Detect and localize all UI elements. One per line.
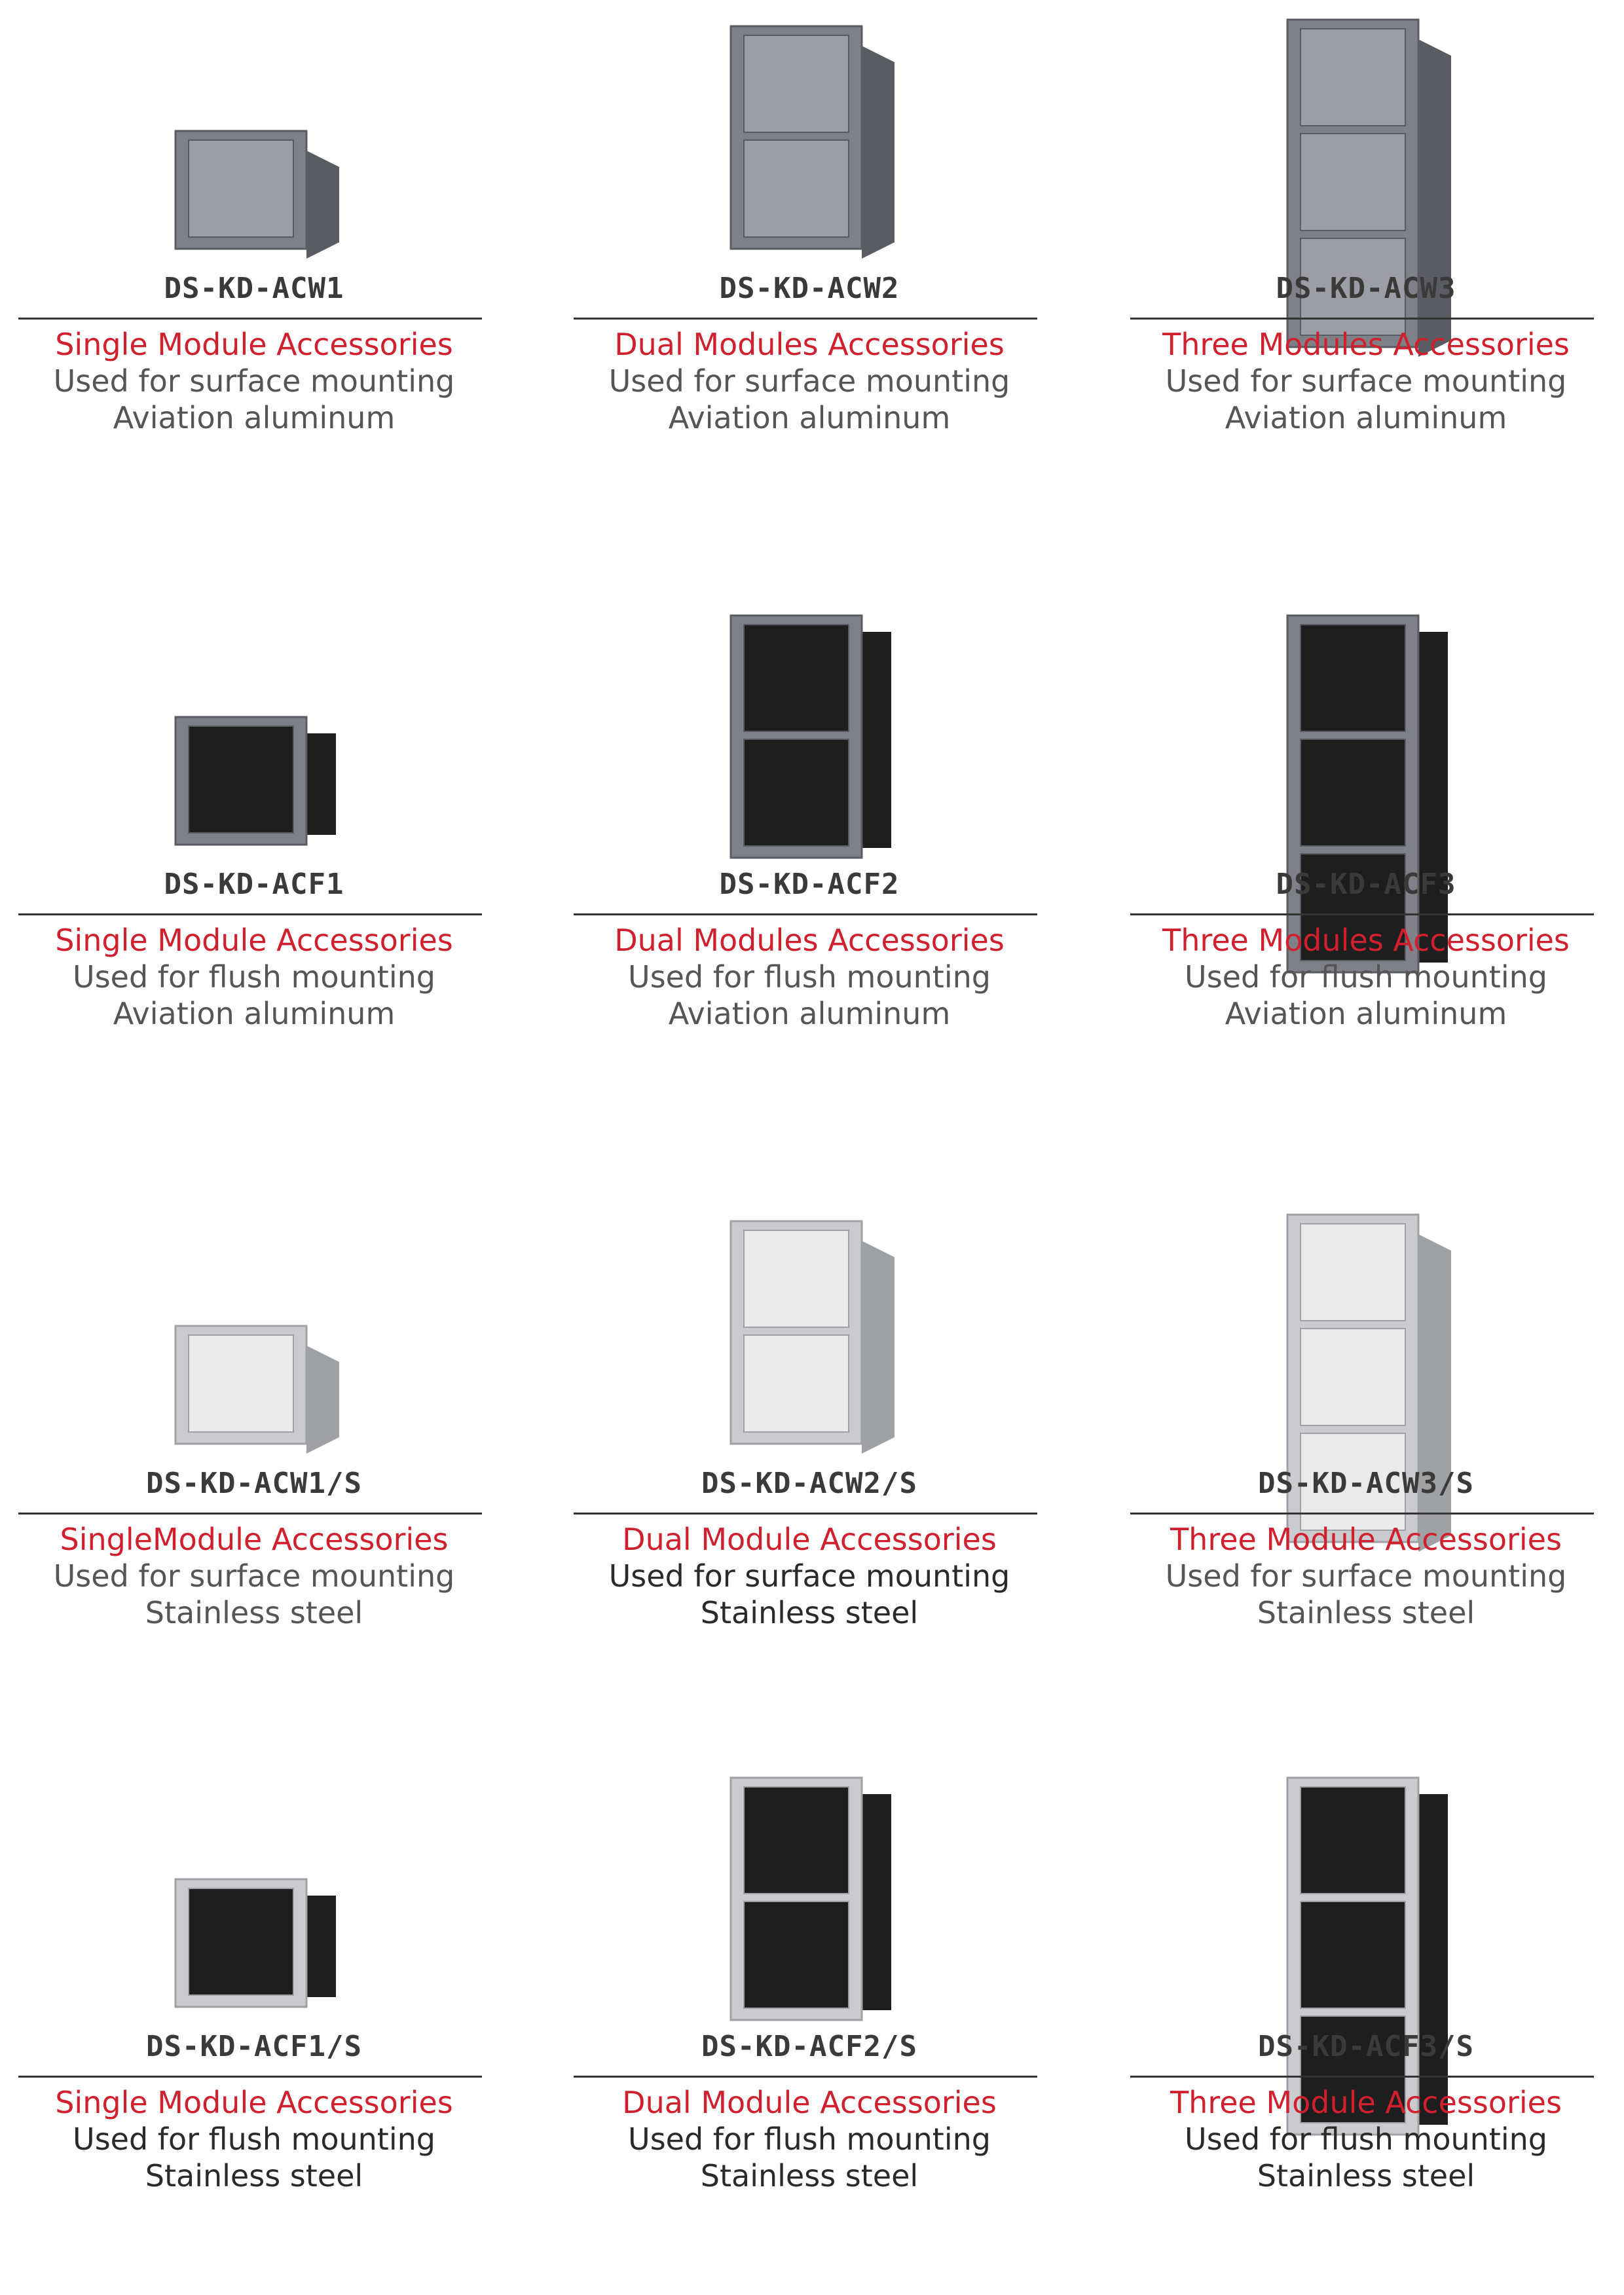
product-image xyxy=(574,609,1045,864)
material: Aviation aluminum xyxy=(668,996,951,1031)
divider xyxy=(18,2076,482,2078)
divider xyxy=(18,913,482,915)
divider xyxy=(574,2076,1037,2078)
product-card xyxy=(574,1208,1045,1732)
mounting-type: Used for flush mounting xyxy=(628,959,991,995)
module-opening xyxy=(744,1335,849,1432)
module-opening xyxy=(1301,1224,1405,1321)
product-image xyxy=(1130,1771,1602,2027)
frame-side xyxy=(862,46,895,259)
product-model: DS-KD-ACW1 xyxy=(164,272,344,305)
module-opening xyxy=(1301,29,1405,126)
divider xyxy=(18,318,482,320)
product-model: DS-KD-ACF1 xyxy=(164,868,344,901)
module-opening xyxy=(744,1787,849,1894)
product-title: Three Module Accessories xyxy=(1170,1522,1562,1557)
module-opening xyxy=(1301,1787,1405,1894)
material: Aviation aluminum xyxy=(668,400,951,435)
product-card xyxy=(574,1771,1045,2295)
product-model: DS-KD-ACW2 xyxy=(719,272,900,305)
frame-illustration xyxy=(149,124,359,262)
mounting-type: Used for surface mounting xyxy=(608,1558,1010,1594)
product-card xyxy=(574,13,1045,537)
module-opening xyxy=(744,625,849,731)
mounting-type: Used for surface mounting xyxy=(1165,1558,1567,1594)
divider xyxy=(1130,1513,1594,1515)
module-opening xyxy=(744,739,849,846)
frame-illustration xyxy=(149,1319,359,1457)
frame-side xyxy=(1418,39,1451,357)
product-title: Single Module Accessories xyxy=(55,327,453,362)
material: Stainless steel xyxy=(1257,1595,1475,1630)
product-title: Dual Modules Accessories xyxy=(614,327,1005,362)
product-card xyxy=(1130,1208,1602,1732)
mounting-type: Used for flush mounting xyxy=(73,2121,435,2157)
divider xyxy=(574,913,1037,915)
frame-illustration xyxy=(149,1873,359,2020)
material: Stainless steel xyxy=(145,1595,363,1630)
product-image xyxy=(1130,609,1602,864)
module-opening xyxy=(1301,134,1405,230)
product-model: DS-KD-ACW3 xyxy=(1276,272,1456,305)
product-image xyxy=(1130,13,1602,268)
product-card xyxy=(18,609,490,1133)
product-model: DS-KD-ACF2 xyxy=(719,868,900,901)
module-opening xyxy=(1301,1329,1405,1425)
module-opening xyxy=(744,35,849,132)
material: Stainless steel xyxy=(145,2158,363,2194)
product-model: DS-KD-ACW1/S xyxy=(146,1467,362,1500)
material: Aviation aluminum xyxy=(113,400,396,435)
frame-illustration xyxy=(1261,13,1471,360)
material: Stainless steel xyxy=(1257,2158,1475,2194)
product-title: Three Module Accessories xyxy=(1170,2085,1562,2120)
product-card xyxy=(574,609,1045,1133)
divider xyxy=(18,1513,482,1515)
mounting-type: Used for flush mounting xyxy=(73,959,435,995)
material: Stainless steel xyxy=(700,1595,919,1630)
product-title: Dual Module Accessories xyxy=(622,1522,997,1557)
product-card xyxy=(18,1771,490,2295)
frame-illustration xyxy=(705,1771,914,2033)
module-opening xyxy=(189,140,293,237)
product-title: Single Module Accessories xyxy=(55,923,453,958)
mounting-type: Used for surface mounting xyxy=(608,363,1010,399)
module-opening xyxy=(744,1230,849,1327)
product-title: Dual Modules Accessories xyxy=(614,923,1005,958)
frame-illustration xyxy=(149,710,359,858)
module-opening xyxy=(744,1901,849,2008)
module-opening xyxy=(189,1888,293,1995)
product-model: DS-KD-ACF2/S xyxy=(701,2030,917,2063)
frame-side xyxy=(862,1241,895,1454)
module-opening xyxy=(1301,739,1405,846)
mounting-type: Used for surface mounting xyxy=(1165,363,1567,399)
product-title: Three Modules Accessories xyxy=(1162,923,1570,958)
divider xyxy=(574,318,1037,320)
module-opening xyxy=(1301,1901,1405,2008)
product-model: DS-KD-ACF1/S xyxy=(146,2030,362,2063)
frame-side xyxy=(306,1346,339,1454)
product-model: DS-KD-ACF3 xyxy=(1276,868,1456,901)
frame-side xyxy=(1418,1234,1451,1552)
product-image xyxy=(1130,1208,1602,1463)
frame-illustration xyxy=(1261,1208,1471,1555)
product-card xyxy=(1130,609,1602,1133)
product-image xyxy=(574,20,1045,275)
material: Stainless steel xyxy=(700,2158,919,2194)
mounting-type: Used for flush mounting xyxy=(1185,959,1547,995)
product-title: SingleModule Accessories xyxy=(60,1522,449,1557)
divider xyxy=(1130,2076,1594,2078)
frame-illustration xyxy=(705,1215,914,1457)
product-image xyxy=(574,1215,1045,1470)
product-model: DS-KD-ACW3/S xyxy=(1258,1467,1474,1500)
frame-illustration xyxy=(705,609,914,871)
module-opening xyxy=(744,140,849,237)
product-title: Single Module Accessories xyxy=(55,2085,453,2120)
mounting-type: Used for flush mounting xyxy=(1185,2121,1547,2157)
product-card xyxy=(1130,1771,1602,2295)
mounting-type: Used for flush mounting xyxy=(628,2121,991,2157)
divider xyxy=(1130,913,1594,915)
module-opening xyxy=(1301,625,1405,731)
mounting-type: Used for surface mounting xyxy=(53,363,455,399)
product-image xyxy=(574,1771,1045,2027)
product-model: DS-KD-ACW2/S xyxy=(701,1467,917,1500)
module-opening xyxy=(189,1335,293,1432)
frame-illustration xyxy=(705,20,914,262)
module-opening xyxy=(189,726,293,833)
product-card xyxy=(1130,13,1602,537)
material: Aviation aluminum xyxy=(1225,400,1507,435)
divider xyxy=(574,1513,1037,1515)
mounting-type: Used for surface mounting xyxy=(53,1558,455,1594)
frame-side xyxy=(306,151,339,259)
product-card xyxy=(18,1208,490,1732)
divider xyxy=(1130,318,1594,320)
product-card xyxy=(18,13,490,537)
product-model: DS-KD-ACF3/S xyxy=(1258,2030,1474,2063)
material: Aviation aluminum xyxy=(1225,996,1507,1031)
material: Aviation aluminum xyxy=(113,996,396,1031)
product-title: Three Modules Accessories xyxy=(1162,327,1570,362)
product-title: Dual Module Accessories xyxy=(622,2085,997,2120)
